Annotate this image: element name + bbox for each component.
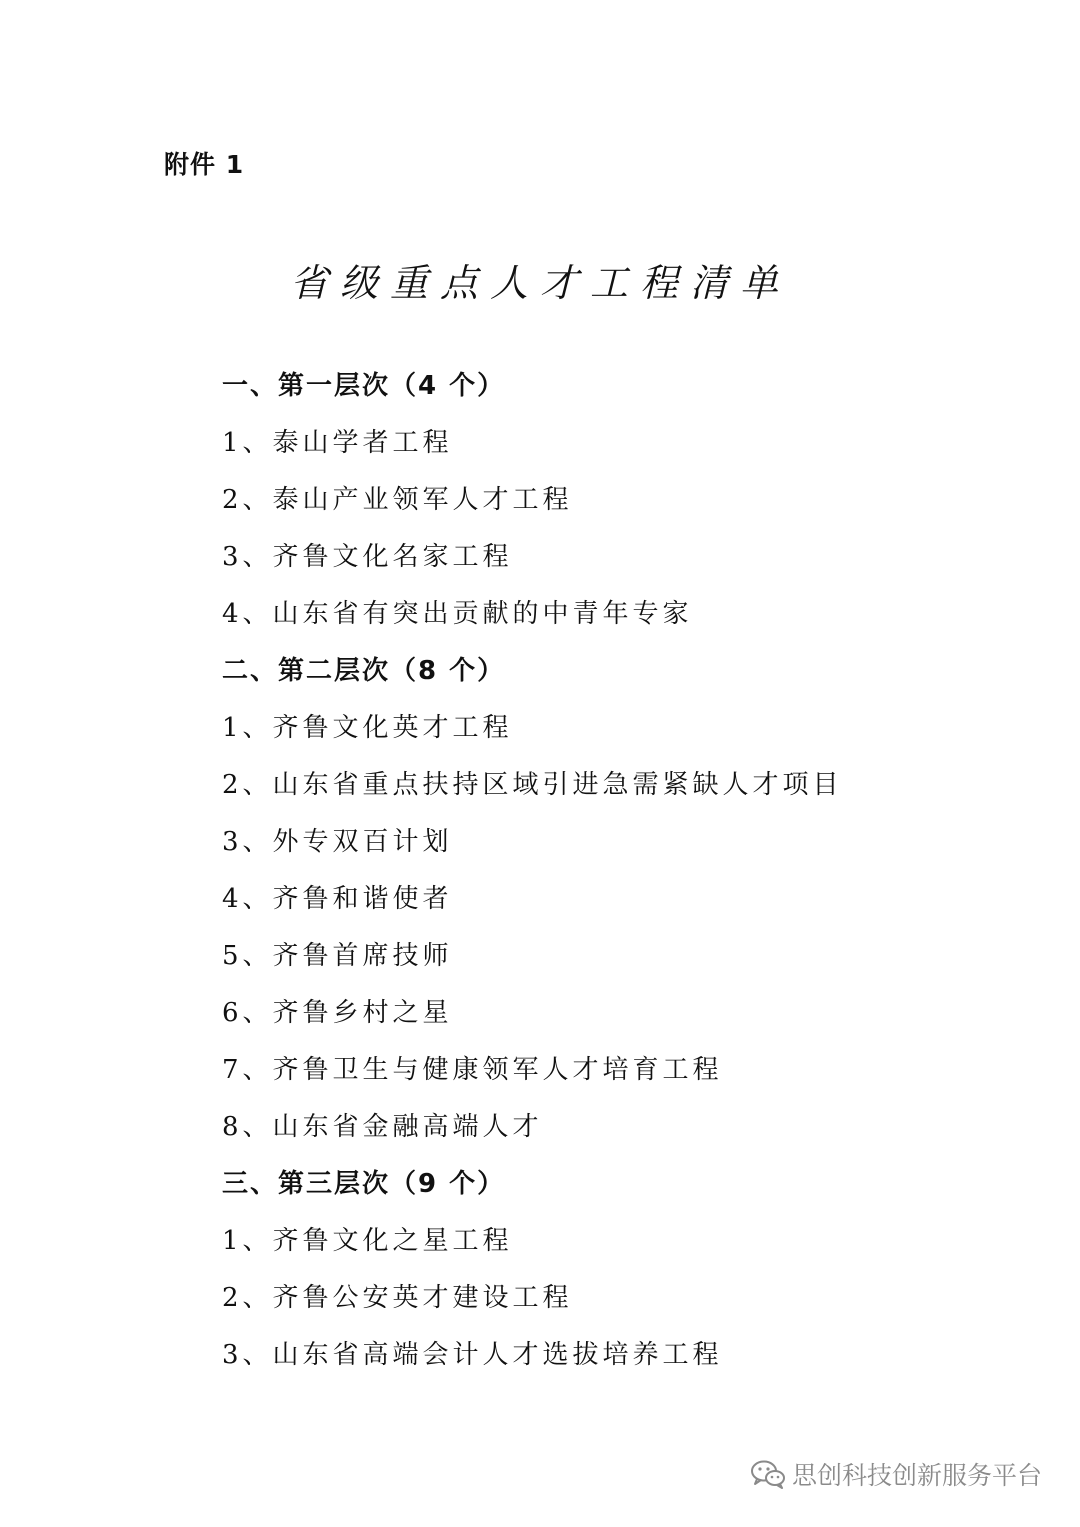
- list-item: 3、外专双百计划: [222, 827, 453, 857]
- talent-program-list: [222, 362, 1022, 1388]
- list-item: 7、齐鲁卫生与健康领军人才培育工程: [222, 1055, 723, 1085]
- list-item: 3、齐鲁文化名家工程: [222, 542, 513, 572]
- section-tier-2: [222, 647, 1022, 1160]
- list-item: 1、齐鲁文化英才工程: [222, 713, 513, 743]
- section-heading: 一、第一层次（4 个）: [222, 371, 506, 401]
- attachment-label: 附件 1: [164, 150, 245, 179]
- wechat-icon: [750, 1459, 786, 1489]
- list-item: 4、齐鲁和谐使者: [222, 884, 453, 914]
- section-heading: 二、第二层次（8 个）: [222, 656, 506, 686]
- list-item: 4、山东省有突出贡献的中青年专家: [222, 599, 693, 629]
- list-item: 2、泰山产业领军人才工程: [222, 485, 573, 515]
- list-item: 5、齐鲁首席技师: [222, 941, 453, 971]
- list-item: 6、齐鲁乡村之星: [222, 998, 453, 1028]
- list-item: 8、山东省金融高端人才: [222, 1112, 543, 1142]
- list-item: 3、山东省高端会计人才选拔培养工程: [222, 1340, 723, 1370]
- list-item: 2、山东省重点扶持区域引进急需紧缺人才项目: [222, 770, 843, 800]
- list-item: 1、齐鲁文化之星工程: [222, 1226, 513, 1256]
- section-tier-3: [222, 1160, 1022, 1388]
- watermark: [750, 1456, 1042, 1492]
- list-item: 2、齐鲁公安英才建设工程: [222, 1283, 573, 1313]
- section-tier-1: [222, 362, 1022, 647]
- list-item: 1、泰山学者工程: [222, 428, 453, 458]
- watermark-text: 思创科技创新服务平台: [791, 1461, 1042, 1490]
- section-heading: 三、第三层次（9 个）: [222, 1169, 506, 1199]
- document-title: 省级重点人才工程清单: [289, 261, 790, 305]
